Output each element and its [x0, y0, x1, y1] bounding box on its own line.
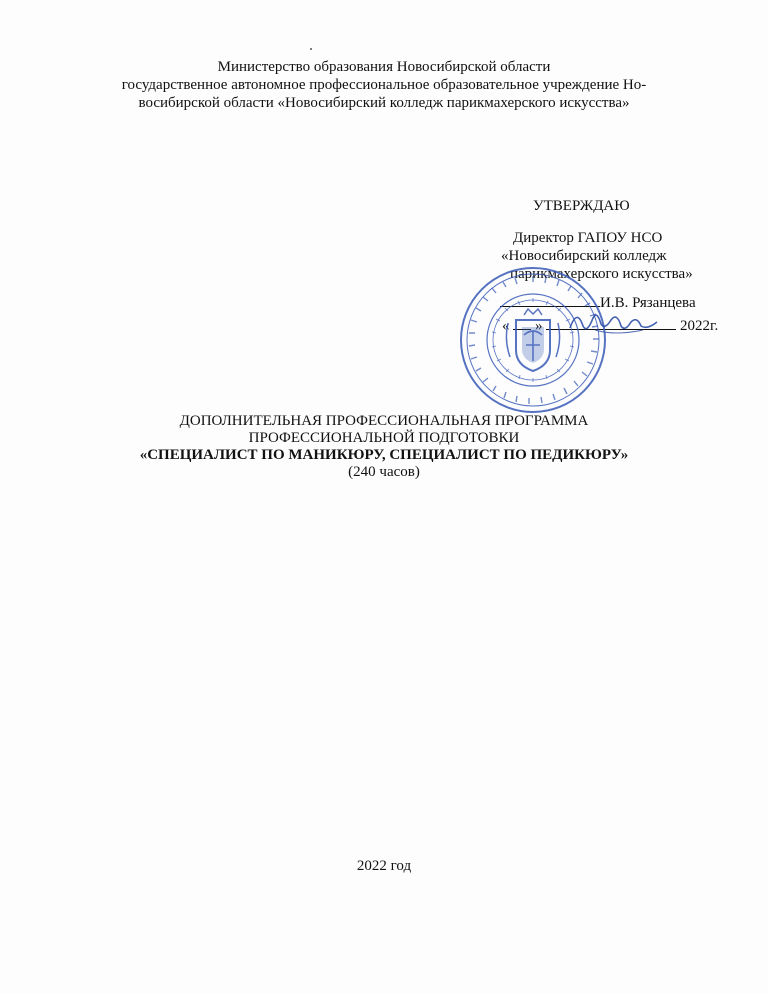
program-title-block	[0, 413, 768, 481]
approver-position-line-2: «Новосибирский колледж	[501, 248, 667, 264]
approver-position-line-3: парикмахерского искусства»	[510, 266, 693, 282]
date-year: 2022г.	[680, 318, 719, 334]
document-year: 2022 год	[356, 858, 412, 874]
date-open-quote: «	[502, 318, 510, 334]
program-type-line-2: ПРОФЕССИОНАЛЬНОЙ ПОДГОТОВКИ	[248, 430, 520, 446]
signatory-name: И.В. Рязанцева	[600, 295, 696, 311]
program-type-line-1: ДОПОЛНИТЕЛЬНАЯ ПРОФЕССИОНАЛЬНАЯ ПРОГРАММА	[179, 413, 589, 429]
program-title: «СПЕЦИАЛИСТ ПО МАНИКЮРУ, СПЕЦИАЛИСТ ПО ПЕДИКЮРУ»	[139, 447, 629, 463]
official-seal-stamp	[458, 265, 608, 415]
approver-position-line-1: Директор ГАПОУ НСО	[513, 230, 663, 246]
approval-heading: УТВЕРЖДАЮ	[533, 198, 630, 214]
ministry-line: Министерство образования Новосибирской области	[217, 59, 551, 75]
document-header	[0, 58, 768, 112]
institution-line-1: государственное автономное профессиональное образовательное учреждение Но-	[121, 77, 647, 93]
handwritten-signature	[565, 300, 665, 340]
scan-speck	[310, 48, 312, 50]
date-close-quote: »	[535, 318, 543, 334]
institution-line-2: восибирской области «Новосибирский колледж парикмахерского искусства»	[138, 95, 630, 111]
seal-emblem	[506, 309, 559, 371]
program-hours: (240 часов)	[348, 464, 420, 480]
